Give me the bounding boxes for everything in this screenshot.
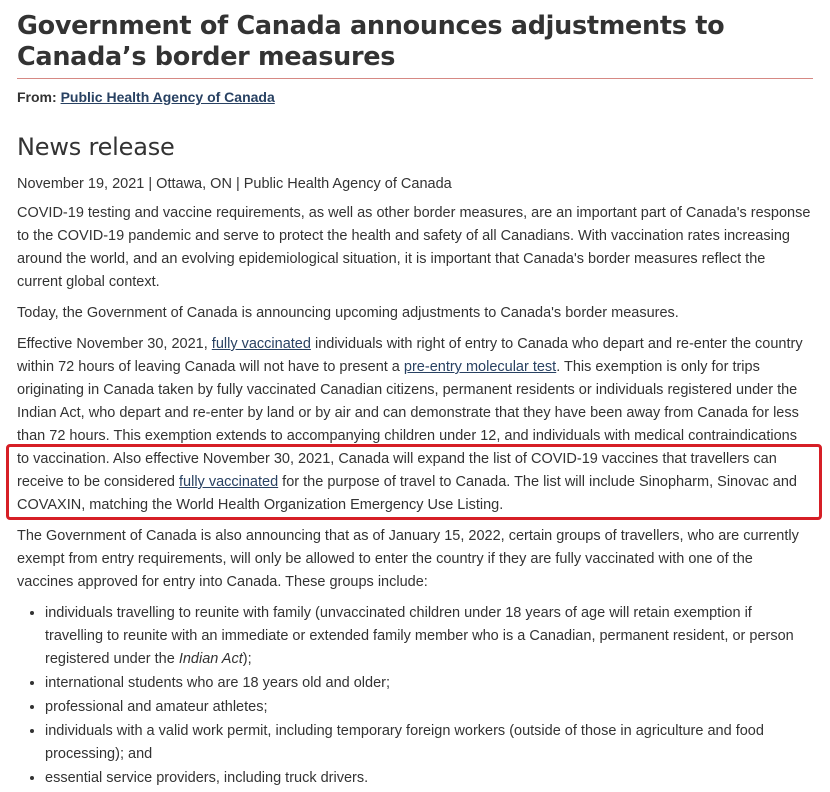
news-article [17, 0, 813, 790]
para3-text-4: for the purpose of travel to Canada. The list will include Sinopharm, Sinovac and COVAXIN, matching the World Health Organization Emergency Use Listing. [17, 474, 797, 513]
fully-vaccinated-link[interactable]: fully vaccinated [211, 336, 311, 352]
from-label: From: [17, 89, 57, 105]
paragraph-intro: COVID-19 testing and vaccine requirements, as well as other border measures, are an important part of Canada's response to the COVID-19 pandemic and serve to protect the health and safety of all Canadians. With vaccination rates increasing around the world, and an evolving epidemiological situation, it is important that Canada's border measures reflect the current global context. [17, 205, 811, 290]
para3-text-3: . This exemption is only for trips originating in Canada taken by fully vaccinated Canadian citizens, permanent residents or individuals registered under the Indian Act, who depart and re-enter by land or by air and can demonstrate that they have been away from Canada for less than 72 hours. This exemption extends to accompanying children under 12, and individuals with medical contraindications to vaccination. Also effective November 30, 2021, Canada will expand the list of COVID-19 vaccines that travellers can receive to be considered [17, 359, 799, 490]
pre-entry-test-link[interactable]: pre-entry molecular test [403, 359, 557, 375]
title-divider [17, 78, 813, 79]
paragraph-groups: The Government of Canada is also announcing that as of January 15, 2022, certain groups of travellers, who are currently exempt from entry requirements, will only be allowed to enter the country if they are fully vaccinated with one of the vaccines approved for entry into Canada. These groups include: [17, 528, 799, 590]
from-agency-link[interactable]: Public Health Agency of Canada [60, 89, 275, 105]
list-item-text: ); [242, 651, 252, 667]
paragraph-effective-measures [17, 333, 813, 517]
list-item: • essential service providers, including truck drivers. [45, 767, 813, 790]
list-item: • professional and amateur athletes; [45, 696, 813, 719]
from-line [17, 89, 813, 105]
list-item: • individuals with a valid work permit, including temporary foreign workers (outside of those in agriculture and food processing); and [45, 720, 813, 766]
traveller-groups-list [17, 602, 813, 790]
list-item: • international students who are 18 years old and older; [45, 672, 813, 695]
paragraph-announcement: Today, the Government of Canada is announcing upcoming adjustments to Canada's border measures. [17, 305, 679, 321]
list-item-text: individuals travelling to reunite with family (unvaccinated children under 18 years of age will retain exemption if travelling to reunite with an immediate or extended family member who is a Canadian, permanent resident, or person registered under the [45, 605, 794, 667]
list-item [45, 602, 813, 671]
para3-text-1: Effective November 30, 2021, [17, 336, 212, 352]
para3-text-2: individuals with right of entry to Canada who depart and re-enter the country within 72 hours of leaving Canada will not have to present a [17, 336, 803, 375]
list-item-emphasis: Indian Act [178, 651, 243, 667]
fully-vaccinated-link-2[interactable]: fully vaccinated [179, 474, 279, 490]
section-title: News release [17, 133, 175, 161]
release-meta: November 19, 2021 | Ottawa, ON | Public Health Agency of Canada [17, 176, 452, 192]
page-title: Government of Canada announces adjustments to Canada’s border measures [17, 11, 725, 72]
